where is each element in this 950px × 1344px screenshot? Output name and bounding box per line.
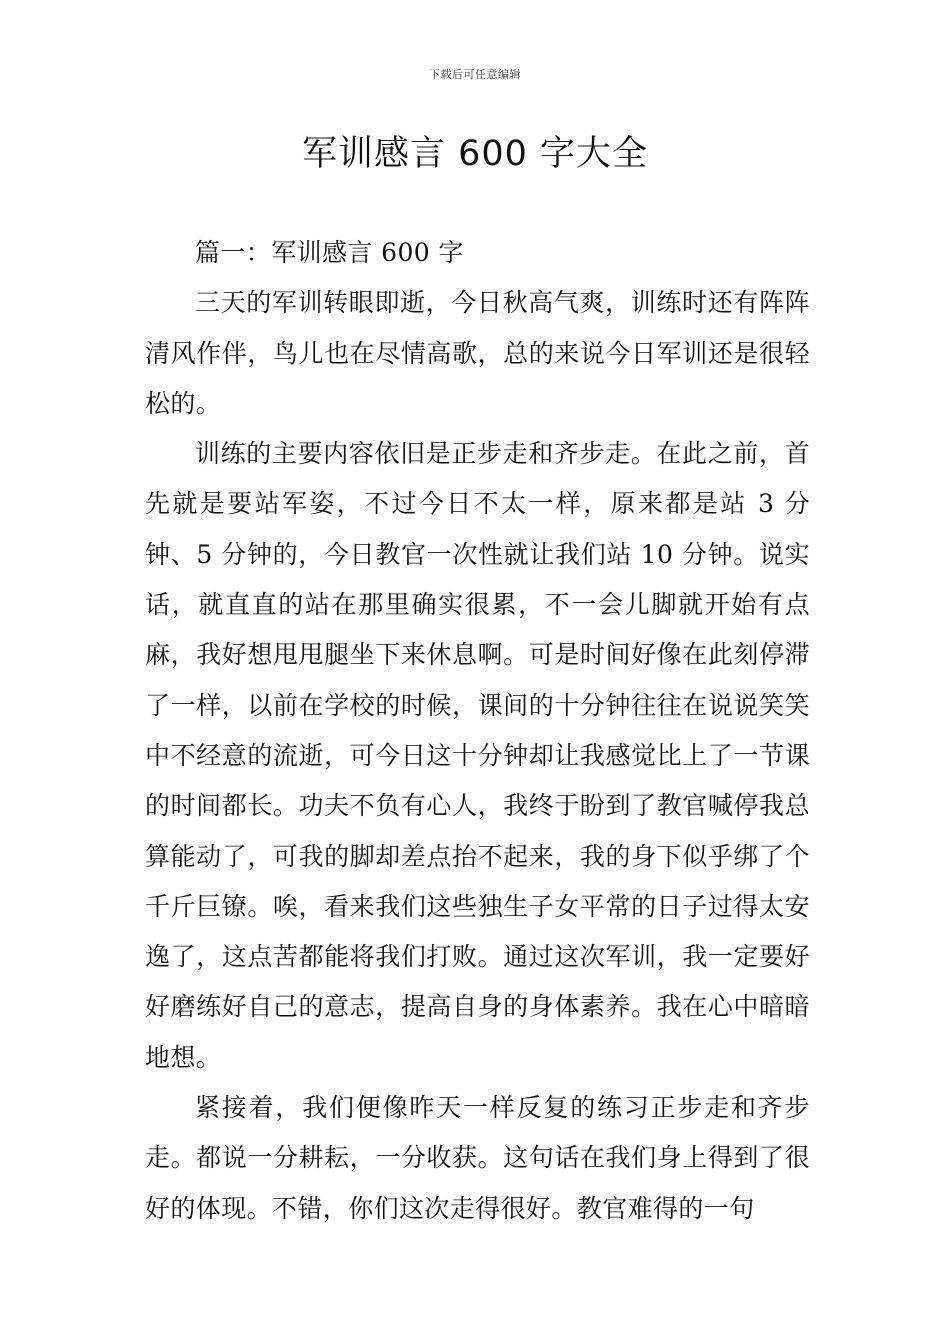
section-heading: 篇一：军训感言 600 字	[195, 238, 464, 267]
paragraph: 训练的主要内容依旧是正步走和齐步走。在此之前，首先就是要站军姿，不过今日不太一样，原来都是站 3 分钟、5 分钟的，今日教官一次性就让我们站 10 分钟。说实话，就直直的站在那里确实很累，不一会儿脚就开始有点麻，我好想甩甩腿坐下来休息啊。可是时间好像在此刻停滞了一样，以前在学校的时候，课间的十分钟往往在说说笑笑中不经意的流逝，可今日这十分钟却让我感觉比上了一节课的时间都长。功夫不负有心人，我终于盼到了教官喊停我总算能动了，可我的脚却差点抬不起来，我的身下似乎绑了个千斤巨镣。唉，看来我们这些独生子女平常的日子过得太安逸了，这点苦都能将我们打败。通过这次军训，我一定要好好磨练好自己的意志，提高自身的身体素养。我在心中暗暗地想。	[145, 439, 810, 1072]
document-title: 军训感言 600 字大全	[301, 134, 649, 174]
paragraph: 紧接着，我们便像昨天一样反复的练习正步走和齐步走。都说一分耕耘，一分收获。这句话在我们身上得到了很好的体现。不错，你们这次走得很好。教官难得的一句	[145, 1093, 810, 1223]
document-body	[145, 228, 810, 1234]
paragraph: 三天的军训转眼即逝，今日秋高气爽，训练时还有阵阵清风作伴，鸟儿也在尽情高歌，总的来说今日军训还是很轻松的。	[145, 288, 810, 418]
header-note: 下载后可任意编辑	[429, 68, 521, 81]
